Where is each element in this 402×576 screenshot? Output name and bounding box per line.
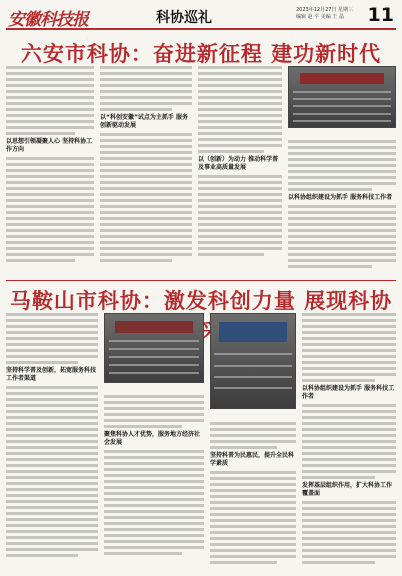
article-2-headline: 马鞍山市科协：激发科创力量 展现科协 xyxy=(9,289,393,313)
article-1-subhead-3: 以（创新）为动力 推动科学普及事业高质量发展 xyxy=(198,156,279,171)
article-2-column-1 xyxy=(6,313,98,571)
article-1-column-3 xyxy=(198,66,282,278)
article-1-subhead-4: 以科协组织建设为抓手 服务科技工作者 xyxy=(288,194,393,201)
article-2-subhead-5: 发挥基层组织作用，扩大科协工作覆盖面 xyxy=(302,482,393,497)
article-2-column-3 xyxy=(210,422,296,571)
article-1-column-1 xyxy=(6,66,94,278)
article-2-subhead-1: 坚持科学普及创新，拓宽服务科技工作者渠道 xyxy=(6,367,97,382)
article-2-column-4 xyxy=(302,313,396,571)
article-2-meeting-photo xyxy=(104,313,204,383)
article-1-subhead-2: 以“科创安徽”试点为主抓手 服务创新驱动发展 xyxy=(100,114,188,129)
article-divider xyxy=(6,280,396,281)
masthead xyxy=(6,4,396,30)
newspaper-logo: 安徽科技报 xyxy=(8,10,88,30)
issue-editor: 编辑 赵 平 美编 王 晶 xyxy=(296,14,344,20)
issue-meta xyxy=(296,7,353,21)
article-1-meeting-photo xyxy=(288,66,396,128)
section-title: 科协巡礼 xyxy=(156,10,212,26)
article-1-column-4 xyxy=(288,140,396,278)
article-1-subhead-1: 以思想引领凝聚人心 坚持科协工作方向 xyxy=(6,138,93,153)
article-1-column-2 xyxy=(100,66,192,278)
article-2-second-photo xyxy=(210,313,296,409)
article-1-headline: 六安市科协：奋进新征程 建功新时代 xyxy=(20,42,382,66)
article-2-column-2 xyxy=(104,395,204,571)
issue-date: 2023年12月27日 星期三 xyxy=(296,7,354,13)
article-2-subhead-3: 坚持科普为民惠民，提升全民科学素质 xyxy=(210,452,295,467)
article-2-subhead-4: 以科协组织建设为抓手 服务科技工作者 xyxy=(302,385,395,400)
article-2-subhead-2: 聚焦科协人才优势，服务地方经济社会发展 xyxy=(104,431,201,446)
page-number: 11 xyxy=(367,4,394,26)
